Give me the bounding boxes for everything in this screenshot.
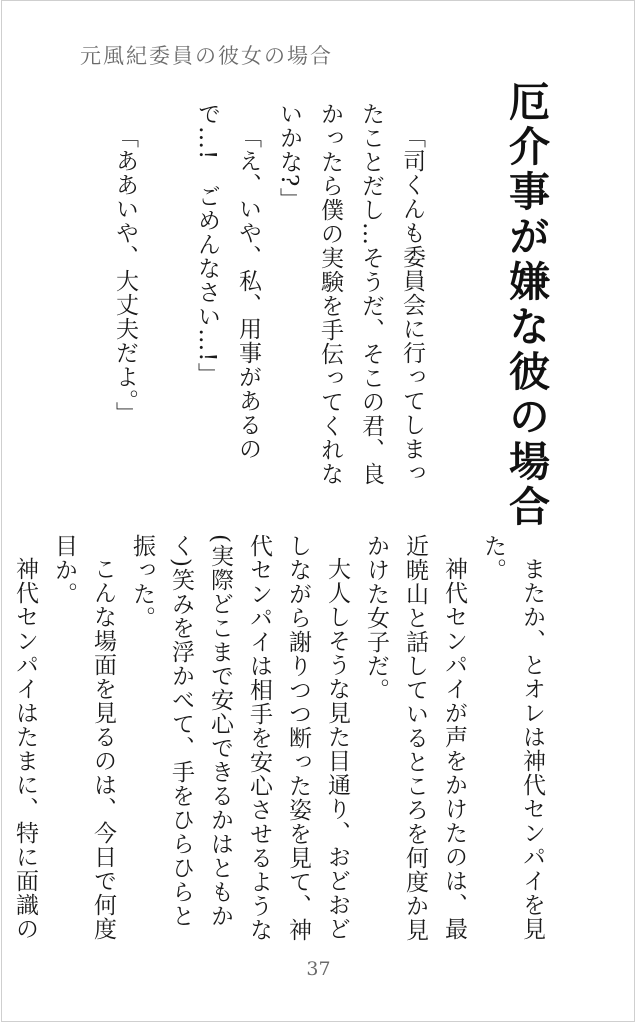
- dialogue-line: 「司くんも委員会に行ってしまったことだし…そうだ、そこの君、良かったら僕の実験を手伝ってくれないかな?」: [276, 102, 425, 486]
- narration-paragraph: こんな場面を見るのは、今日で何度目か。: [51, 534, 116, 941]
- narration-paragraph: 神代センパイが声をかけたのは、最近暁山と話しているところを何度か見かけた女子だ。: [363, 534, 467, 942]
- narration-section: [0, 534, 551, 944]
- running-header: 元風紀委員の彼女の場合: [80, 44, 333, 68]
- chapter-title: 厄介事が嫌な彼の場合: [502, 80, 550, 530]
- dialogue-line: 「え、いや、私、用事があるので…! ごめんなさい…!」: [194, 102, 261, 461]
- dialogue-line: 「ああいや、大丈夫だよ。」: [112, 125, 138, 426]
- page-number: 37: [306, 958, 331, 980]
- narration-paragraph: またか、とオレは神代センパイを見た。: [480, 534, 545, 941]
- narration-paragraph: 大人しそうな見た目通り、おどおどしながら謝りつつ断った姿を見て、神代センパイは相手を安心させるような(実際どこまで安心できるかはともかく)笑みを浮かべて、手をひらひらと振った。: [129, 534, 350, 942]
- narration-paragraph: 神代センパイはたまに、特に面識の: [12, 557, 38, 941]
- dialogue-section: [104, 102, 432, 498]
